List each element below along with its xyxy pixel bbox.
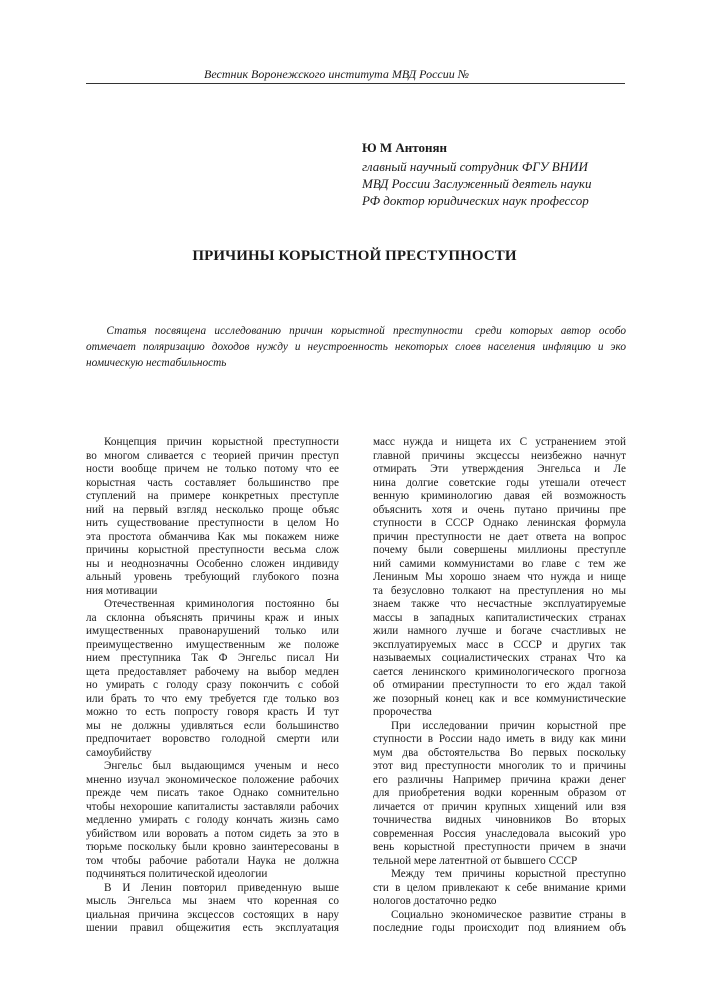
- body-text-line: личается от причин крупных хищений или взя: [373, 800, 626, 813]
- body-text-line: мненно изучал экономическое положение рабочих: [86, 773, 339, 786]
- body-text-line: прежде чем писать такое Однако сомнительно: [86, 787, 339, 799]
- body-text-line: убийством или воровать а потом сидеть за это в: [86, 827, 339, 840]
- body-text-line: нологов достаточно редко: [373, 895, 497, 907]
- body-text-line: корыстная часть составляет большинство пре: [86, 476, 339, 489]
- body-text-line: ния мотивации: [86, 584, 158, 597]
- abstract-line: отмечает поляризацию доходов нужду и неустроенность некоторых слоев населения инфляцию и эко: [86, 341, 626, 353]
- body-text-line: для приобретения водки коренным образом от: [373, 787, 626, 799]
- author-position-line: РФ доктор юридических наук профессор: [362, 193, 589, 208]
- body-text-line: нить существование преступности в целом Но: [86, 517, 339, 529]
- body-text-line: медленно умирать с голоду кончать жизнь само: [86, 814, 339, 826]
- body-text-line: почему были совершены миллионы преступле: [373, 544, 626, 556]
- body-text-line: об отмирании преступности то его ждал такой: [373, 679, 626, 691]
- body-text-line: ступлений на примере конкретных преступле: [86, 490, 339, 502]
- body-text-line: ступности в России надо иметь в виду как мини: [373, 733, 626, 745]
- journal-header: Вестник Воронежского института МВД России №: [204, 67, 470, 81]
- body-text-line: щета предоставляет рабочему на выбор медлен: [86, 665, 339, 678]
- body-text-line: точничества видных чиновников Во вторых: [373, 814, 626, 826]
- body-text-line: подчиняться политической идеологии: [86, 868, 268, 880]
- body-text-line: или брать то что ему требуется где только воз: [86, 692, 339, 705]
- body-text-line: пророчества: [373, 706, 432, 718]
- body-text-line: можно то есть попросту говоря красть И тут: [86, 706, 339, 718]
- body-text-line: эта простота обманчива Как мы покажем ниже: [86, 530, 339, 543]
- body-text-line: массы в западных капиталистических странах: [373, 611, 626, 624]
- body-text-line: тюрьме поскольку были кровно заинтересованы в: [86, 841, 339, 853]
- body-text-line: Отечественная криминология постоянно бы: [104, 598, 339, 610]
- body-text-line: венную криминологию давая ей возможность: [373, 490, 626, 502]
- body-text-line: сается ленинского криминологического прогноза: [373, 665, 626, 678]
- body-text-line: жили намного лучше и богаче счастливых не: [373, 625, 626, 637]
- body-text-line: но умирать с голоду сразу покончить с собой: [86, 679, 339, 691]
- author-position-line: МВД России Заслуженный деятель науки: [362, 176, 592, 191]
- body-text-line: главной причины эксцессы неизбежно начнут: [373, 449, 626, 462]
- body-text-line: В И Ленин повторил приведенную выше: [104, 881, 339, 894]
- abstract-line: Статья посвящена исследованию причин корыстной преступности среди которых автор особо: [86, 325, 626, 337]
- body-text-line: причины корыстной преступности весьма слож: [86, 544, 339, 556]
- body-text-line: эксплуатируемых масс в СССР и других так: [373, 638, 626, 651]
- body-text-line: отмирать Эти утверждения Энгельса и Ле: [373, 463, 626, 475]
- body-text-line: та безусловно толкают на преступления но мы: [373, 584, 626, 597]
- body-text-line: ступности в СССР Однако ленинская формула: [373, 517, 626, 529]
- abstract: [86, 323, 626, 371]
- body-text-line: причин преступности не дает ответа на вопрос: [373, 530, 626, 543]
- body-text-line: ний на первый взгляд несколько проще объяс: [86, 503, 339, 516]
- body-text-line: вень корыстной преступности причем в значи: [373, 841, 626, 853]
- body-text-line: имущественных правонарушений только или: [86, 625, 339, 637]
- body-text-line: ны и неоднозначны Особенно сложен индивиду: [86, 557, 339, 570]
- body-text-line: тельной мере латентной от бывшего СССР: [373, 854, 578, 867]
- body-text-line: Лениным Мы хорошо знаем что нужда и нище: [373, 571, 626, 583]
- body-text-line: шении правил общежития есть эксплуатация: [86, 922, 339, 934]
- body-text-line: Между тем причины корыстной преступно: [391, 868, 626, 880]
- body-text-line: нием преступника Так Ф Энгельс писал Ни: [86, 652, 339, 664]
- body-text-line: циальная причина эксцессов состоящих в нару: [86, 908, 339, 921]
- header-rule: [86, 83, 625, 84]
- body-text-line: же позорный конец как и все коммунистические: [373, 692, 626, 705]
- body-text-line: Социально экономическое развитие страны в: [391, 908, 626, 921]
- body-text-line: При исследовании причин корыстной пре: [391, 719, 626, 732]
- body-text-line: мысль Энгельса мы знаем что коренная со: [86, 895, 339, 907]
- body-text-line: мы не должны удивляться если большинство: [86, 719, 339, 732]
- body-text-line: предпочитает воровство голодной смерти или: [86, 733, 339, 745]
- author-block: [362, 138, 662, 209]
- article-title: ПРИЧИНЫ КОРЫСТНОЙ ПРЕСТУПНОСТИ: [192, 248, 517, 264]
- body-text-line: Концепция причин корыстной преступности: [104, 436, 339, 448]
- body-text-line: его различны Например причина кражи денег: [373, 773, 626, 786]
- body-text-line: ний самими коммунистами во главе с тем же: [373, 557, 626, 570]
- body-text-line: самоубийству: [86, 746, 152, 759]
- body-text-line: альный уровень требующий глубокого позна: [86, 571, 339, 583]
- body-text-line: современная Россия унаследовала высокий уро: [373, 827, 626, 840]
- body-column-right: [373, 436, 626, 936]
- body-text-line: мум два обстоятельства Во первых поскольку: [373, 746, 626, 759]
- author-name: Ю М Антонян: [362, 140, 448, 155]
- body-text-line: чтобы нехорошие капиталисты заставляли рабочих: [86, 800, 339, 813]
- body-text-line: этот вид преступности многолик то и причины: [373, 760, 626, 772]
- body-text-line: называемых социалистических странах Что ка: [373, 652, 626, 664]
- body-text-line: нина долгие советские годы утешали отечест: [373, 476, 626, 489]
- body-text-line: Энгельс был выдающимся ученым и несо: [104, 760, 339, 772]
- body-text-line: ности вообще причем не только потому что ее: [86, 463, 339, 475]
- body-text-line: том чтобы рабочие работали Наука не должна: [86, 854, 339, 867]
- abstract-line: номическую нестабильность: [86, 357, 227, 369]
- body-text-line: последние годы происходит под влиянием объ: [373, 922, 626, 934]
- body-text-line: масс нужда и нищета их С устранением этой: [373, 436, 626, 448]
- body-text-line: ла склонна объяснять причины краж и иных: [86, 611, 339, 624]
- body-text-line: преимущественно имущественным же положе: [86, 638, 339, 651]
- body-text-line: сти в целом привлекают к себе внимание крими: [373, 881, 626, 894]
- body-text-line: во многом сливается с теорией причин преступ: [86, 449, 339, 462]
- body-text-line: знаем также что несчастные эксплуатируемые: [373, 598, 626, 610]
- body-text-line: объяснить хотя и очень путано причины пре: [373, 503, 626, 516]
- body-column-left: [86, 436, 339, 936]
- author-position-line: главный научный сотрудник ФГУ ВНИИ: [362, 159, 588, 174]
